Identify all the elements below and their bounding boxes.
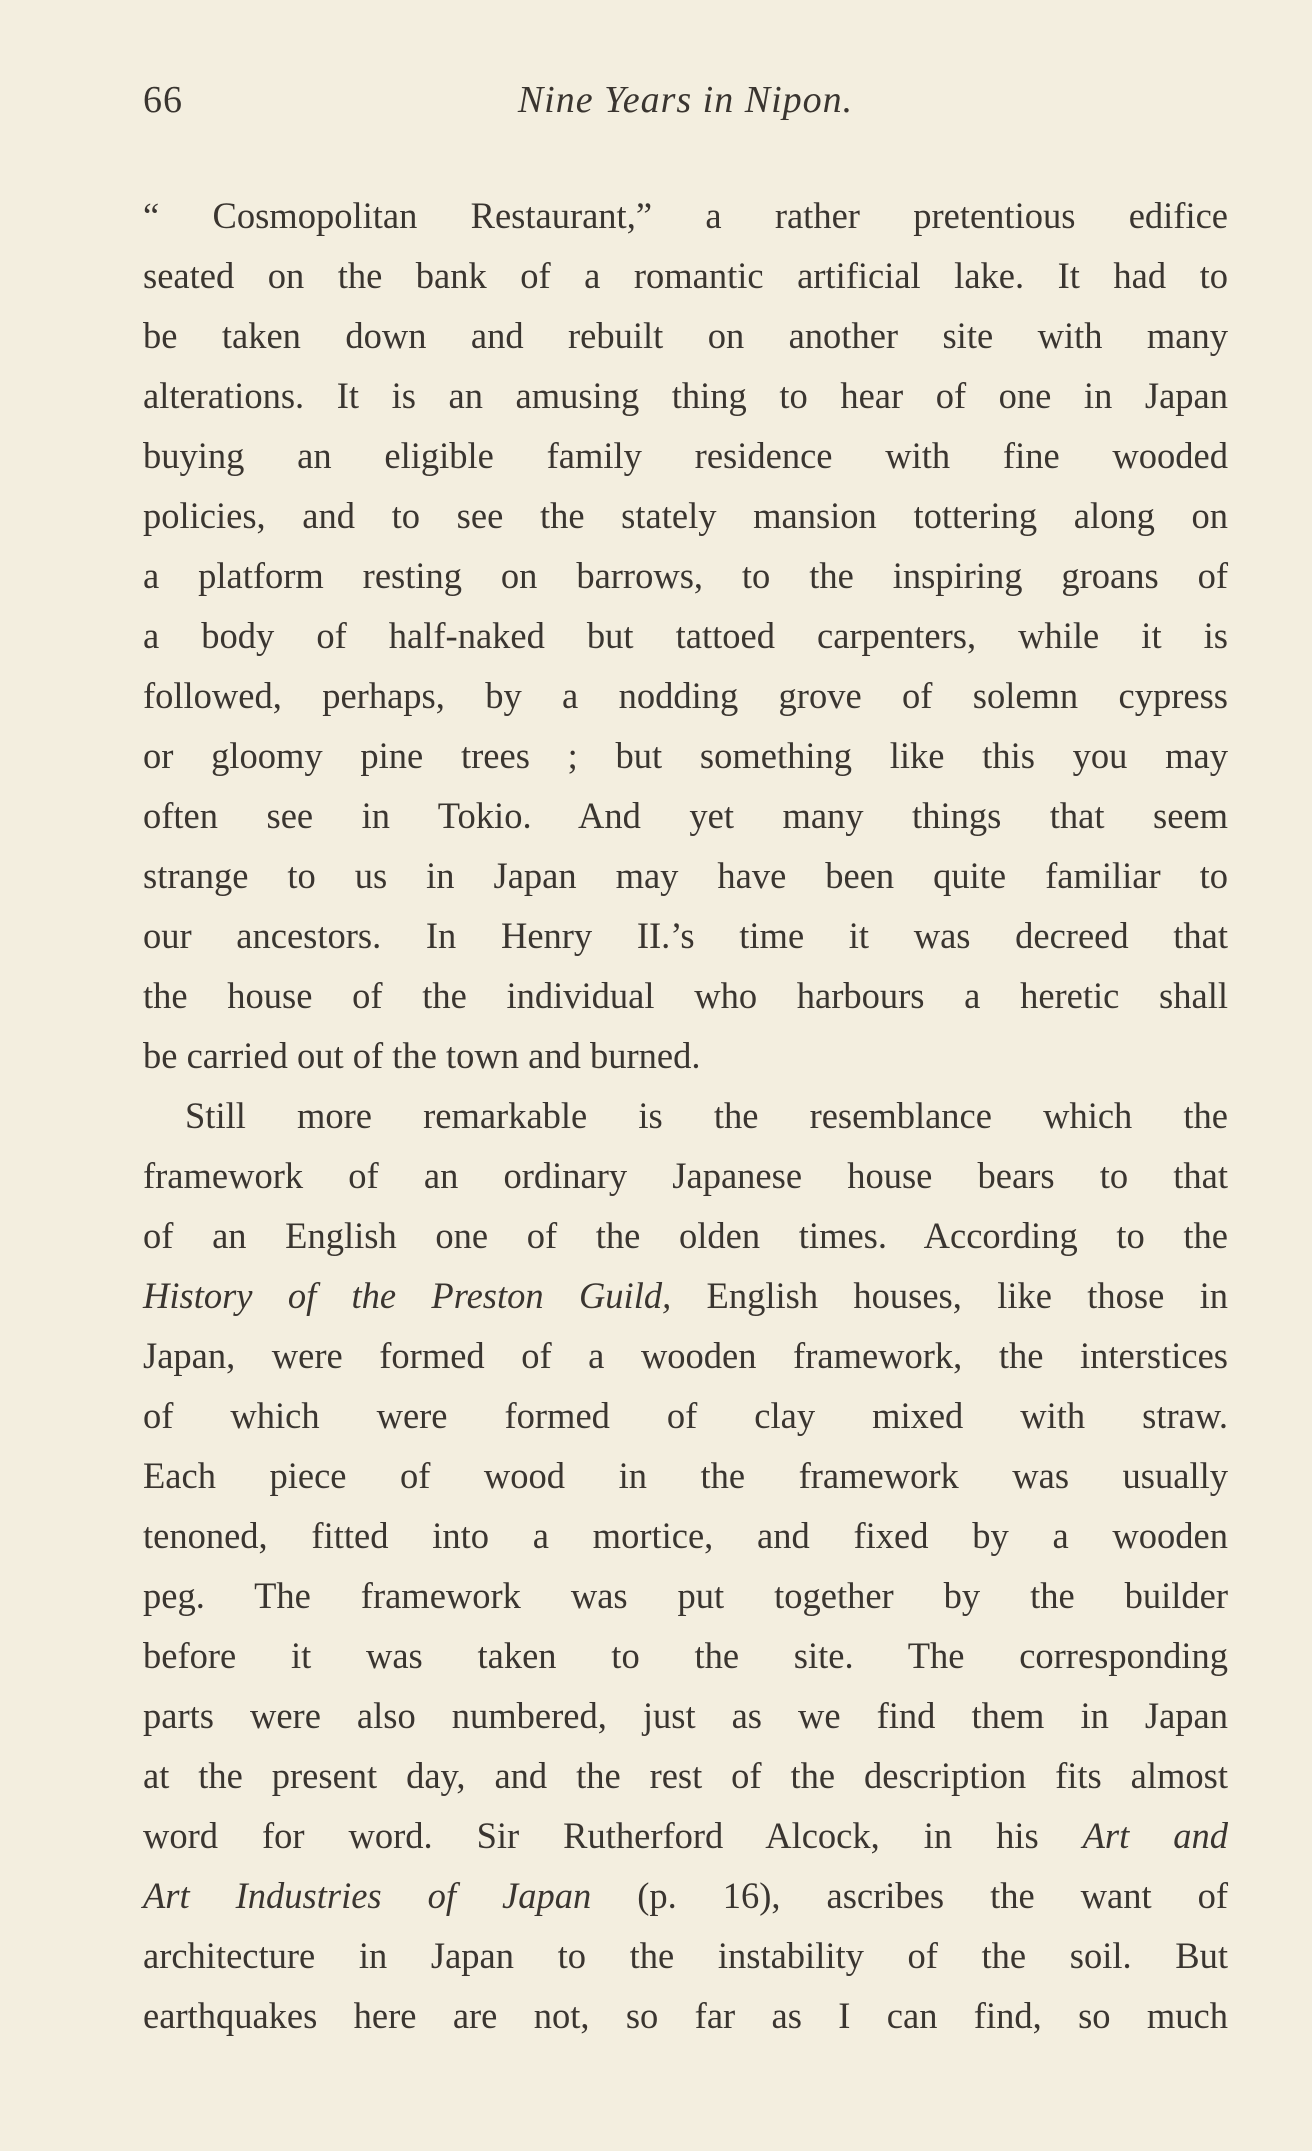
text-line — [143, 1266, 1228, 1326]
italic-title-segment: Art Industries of Japan — [143, 1875, 592, 1916]
text-line — [143, 966, 1228, 1026]
text-segment: English houses, like those in — [671, 1275, 1228, 1316]
text-line — [143, 1326, 1228, 1386]
text-segment: alterations. It is an amusing thing to hear of one in Japan — [143, 375, 1228, 416]
text-segment: at the present day, and the rest of the description fits almost — [143, 1755, 1228, 1796]
text-segment: framework of an ordinary Japanese house bears to that — [143, 1155, 1228, 1196]
text-line — [143, 486, 1228, 546]
text-line — [143, 906, 1228, 966]
text-line — [143, 1026, 1228, 1086]
body-text — [143, 186, 1228, 2046]
text-segment: our ancestors. In Henry II.’s time it was decreed that — [143, 915, 1228, 956]
text-line — [143, 846, 1228, 906]
text-segment: of an English one of the olden times. According to the — [143, 1215, 1228, 1256]
running-title: Nine Years in Nipon. — [517, 79, 854, 121]
text-segment: before it was taken to the site. The corresponding — [143, 1635, 1228, 1676]
text-line — [143, 1686, 1228, 1746]
text-line — [143, 1806, 1228, 1866]
text-segment: “ Cosmopolitan Restaurant,” a rather pretentious edifice — [143, 195, 1228, 236]
text-line — [143, 1746, 1228, 1806]
text-line — [143, 666, 1228, 726]
text-line — [143, 606, 1228, 666]
text-line — [143, 1566, 1228, 1626]
text-line — [143, 1506, 1228, 1566]
text-line — [143, 1626, 1228, 1686]
text-segment: tenoned, fitted into a mortice, and fixed by a wooden — [143, 1515, 1228, 1556]
text-segment: of which were formed of clay mixed with straw. — [143, 1395, 1228, 1436]
text-line — [143, 1386, 1228, 1446]
text-line — [143, 426, 1228, 486]
text-segment: be carried out of the town and burned. — [143, 1035, 701, 1076]
text-segment: Each piece of wood in the framework was usually — [143, 1455, 1228, 1496]
text-segment: parts were also numbered, just as we find them in Japan — [143, 1695, 1228, 1736]
text-segment: policies, and to see the stately mansion tottering along on — [143, 495, 1228, 536]
text-segment: peg. The framework was put together by the builder — [143, 1575, 1228, 1616]
page-number: 66 — [143, 79, 183, 121]
text-segment: a platform resting on barrows, to the inspiring groans of — [143, 555, 1228, 596]
text-line — [143, 1146, 1228, 1206]
text-segment: or gloomy pine trees ; but something like this you may — [143, 735, 1228, 776]
text-line — [143, 306, 1228, 366]
text-line — [143, 1086, 1228, 1146]
text-segment: followed, perhaps, by a nodding grove of solemn cypress — [143, 675, 1228, 716]
text-segment: word for word. Sir Rutherford Alcock, in his — [143, 1815, 1083, 1856]
text-segment: strange to us in Japan may have been quite familiar to — [143, 855, 1228, 896]
text-segment: be taken down and rebuilt on another site with many — [143, 315, 1228, 356]
text-segment: Still more remarkable is the resemblance which the — [185, 1095, 1228, 1136]
text-line — [143, 186, 1228, 246]
text-line — [143, 1206, 1228, 1266]
italic-title-segment: Art and — [1082, 1815, 1228, 1856]
text-segment: Japan, were formed of a wooden framework, the interstices — [143, 1335, 1228, 1376]
text-segment: earthquakes here are not, so far as I can find, so much — [143, 1995, 1228, 2036]
text-line — [143, 1926, 1228, 1986]
text-line — [143, 726, 1228, 786]
italic-title-segment: History of the Preston Guild, — [143, 1275, 672, 1316]
text-line — [143, 546, 1228, 606]
text-segment: often see in Tokio. And yet many things that seem — [143, 795, 1228, 836]
text-segment: architecture in Japan to the instability of the soil. But — [143, 1935, 1228, 1976]
page-header — [143, 78, 1228, 138]
text-line — [143, 786, 1228, 846]
text-line — [143, 366, 1228, 426]
text-segment: buying an eligible family residence with fine wooded — [143, 435, 1228, 476]
text-line — [143, 1986, 1228, 2046]
text-line — [143, 246, 1228, 306]
text-line — [143, 1866, 1228, 1926]
text-segment: (p. 16), ascribes the want of — [591, 1875, 1228, 1916]
text-segment: seated on the bank of a romantic artificial lake. It had to — [143, 255, 1228, 296]
text-segment: a body of half-naked but tattoed carpenters, while it is — [143, 615, 1228, 656]
text-segment: the house of the individual who harbours a heretic shall — [143, 975, 1228, 1016]
text-line — [143, 1446, 1228, 1506]
